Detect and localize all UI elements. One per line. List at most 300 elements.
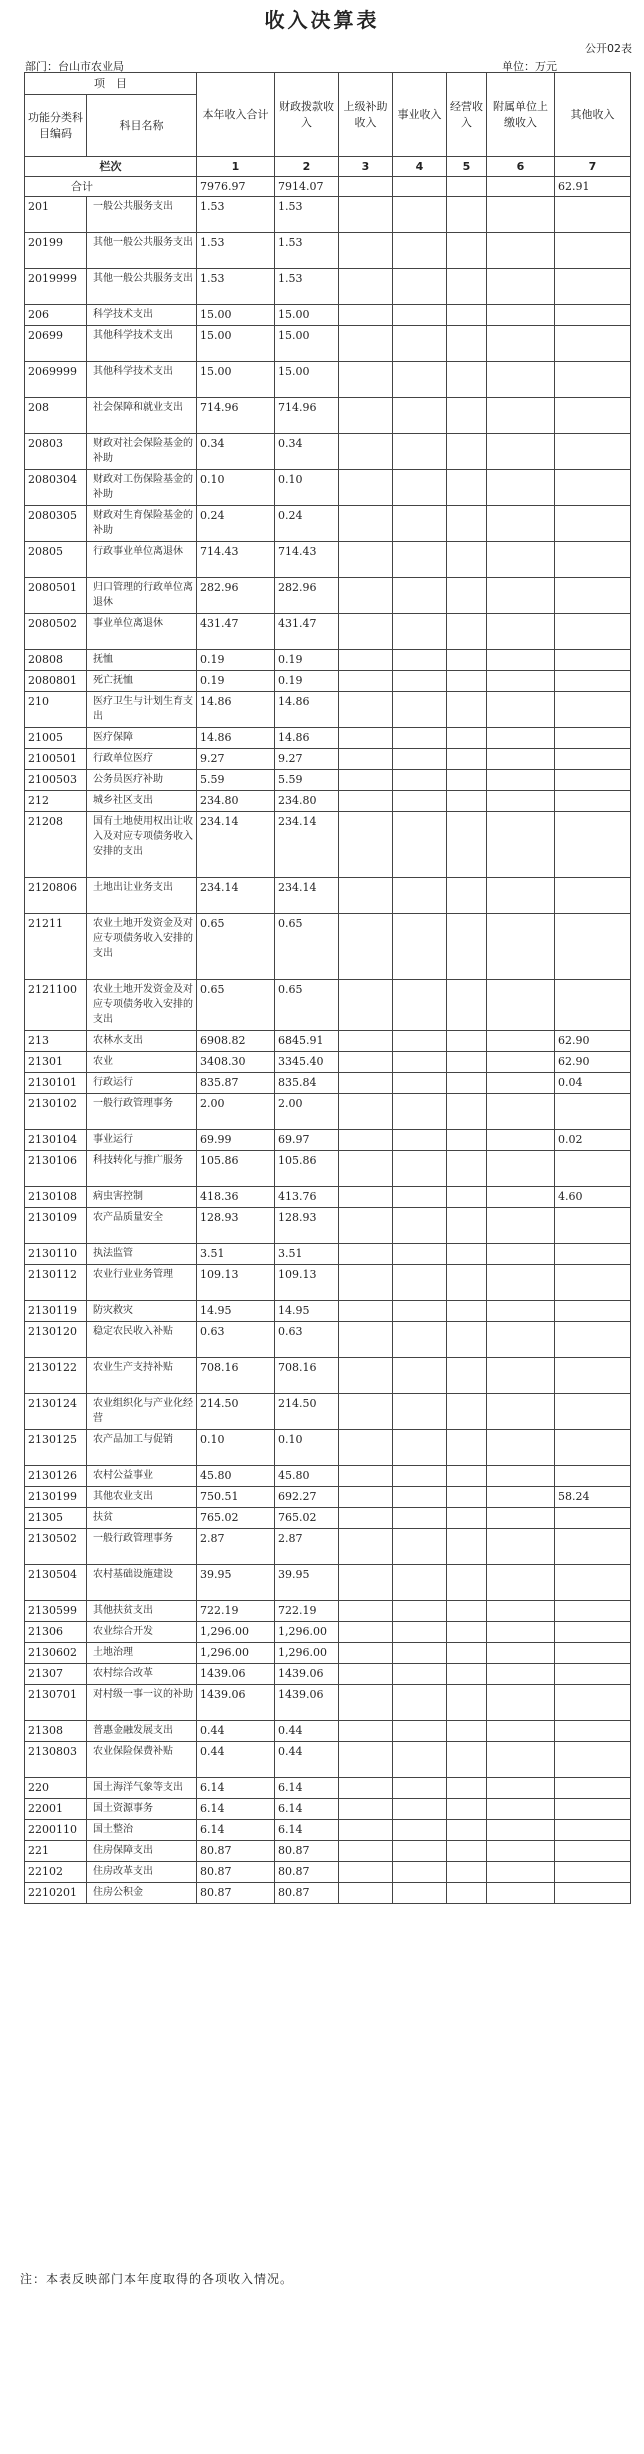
name-cell: 农村综合改革 <box>87 1664 197 1685</box>
name-cell: 其他农业支出 <box>87 1487 197 1508</box>
code-cell: 21305 <box>25 1508 87 1529</box>
empty-cell <box>487 1031 555 1052</box>
name-cell: 事业单位离退休 <box>87 614 197 650</box>
code-cell: 2130602 <box>25 1643 87 1664</box>
empty-cell <box>487 1664 555 1685</box>
table-row <box>25 362 631 398</box>
fiscal-allocation-cell: 835.84 <box>275 1073 339 1094</box>
empty-cell <box>339 1664 393 1685</box>
fiscal-allocation-cell: 14.95 <box>275 1301 339 1322</box>
empty-cell <box>487 1073 555 1094</box>
other-income-cell <box>555 269 631 305</box>
empty-cell <box>487 578 555 614</box>
empty-cell <box>447 1862 487 1883</box>
fiscal-allocation-cell: 708.16 <box>275 1358 339 1394</box>
empty-cell <box>447 749 487 770</box>
empty-cell <box>393 1841 447 1862</box>
empty-cell <box>487 197 555 233</box>
empty-cell <box>447 326 487 362</box>
other-income-cell <box>555 650 631 671</box>
empty-cell <box>339 326 393 362</box>
total-income-cell: 234.14 <box>197 812 275 878</box>
empty-cell <box>393 749 447 770</box>
empty-cell <box>447 1487 487 1508</box>
code-cell: 2130502 <box>25 1529 87 1565</box>
fiscal-allocation-cell: 6.14 <box>275 1778 339 1799</box>
empty-cell <box>339 1799 393 1820</box>
empty-cell <box>339 692 393 728</box>
empty-cell <box>447 1664 487 1685</box>
fiscal-allocation-cell: 692.27 <box>275 1487 339 1508</box>
empty-cell <box>487 506 555 542</box>
total-income-cell: 0.34 <box>197 434 275 470</box>
name-cell: 土地治理 <box>87 1643 197 1664</box>
fiscal-allocation-cell: 109.13 <box>275 1265 339 1301</box>
fiscal-allocation-cell: 234.80 <box>275 791 339 812</box>
other-income-cell <box>555 1529 631 1565</box>
empty-cell <box>487 269 555 305</box>
other-income-cell: 4.60 <box>555 1187 631 1208</box>
code-cell: 21208 <box>25 812 87 878</box>
empty-cell <box>393 914 447 980</box>
table-row <box>25 671 631 692</box>
empty-cell <box>447 1778 487 1799</box>
empty-cell <box>447 398 487 434</box>
empty-cell <box>393 812 447 878</box>
empty-cell <box>447 197 487 233</box>
empty-cell <box>487 1883 555 1904</box>
fiscal-allocation-cell: 6845.91 <box>275 1031 339 1052</box>
empty-cell <box>339 1508 393 1529</box>
fiscal-allocation-cell: 1,296.00 <box>275 1643 339 1664</box>
empty-cell <box>393 1862 447 1883</box>
empty-cell <box>393 1466 447 1487</box>
lanci-label: 栏次 <box>25 157 197 177</box>
other-income-cell <box>555 749 631 770</box>
empty-cell <box>339 671 393 692</box>
table-row <box>25 770 631 791</box>
empty-cell <box>339 1301 393 1322</box>
empty-cell <box>339 770 393 791</box>
empty-cell <box>447 1565 487 1601</box>
empty-cell <box>447 470 487 506</box>
code-cell: 221 <box>25 1841 87 1862</box>
table-row <box>25 1685 631 1721</box>
name-cell: 住房改革支出 <box>87 1862 197 1883</box>
other-income-cell <box>555 578 631 614</box>
total-income-cell: 0.24 <box>197 506 275 542</box>
total-income-cell: 0.65 <box>197 980 275 1031</box>
table-row <box>25 1244 631 1265</box>
table-row <box>25 1073 631 1094</box>
fiscal-allocation-cell: 45.80 <box>275 1466 339 1487</box>
empty-cell <box>393 1487 447 1508</box>
table-body <box>25 157 631 1904</box>
total-income-cell: 714.43 <box>197 542 275 578</box>
empty-cell <box>447 728 487 749</box>
total-income-cell: 14.86 <box>197 728 275 749</box>
empty-cell <box>447 1841 487 1862</box>
empty-cell <box>393 1622 447 1643</box>
department-label: 部门：台山市农业局 <box>25 60 124 73</box>
total-income-cell: 1439.06 <box>197 1664 275 1685</box>
empty-cell <box>339 1073 393 1094</box>
other-income-cell <box>555 1244 631 1265</box>
name-cell: 农业 <box>87 1052 197 1073</box>
name-cell: 财政对社会保险基金的补助 <box>87 434 197 470</box>
empty-cell <box>447 233 487 269</box>
total-income-cell: 105.86 <box>197 1151 275 1187</box>
code-cell: 21005 <box>25 728 87 749</box>
table-row <box>25 1643 631 1664</box>
empty-cell <box>487 542 555 578</box>
total-income-cell: 0.10 <box>197 1430 275 1466</box>
name-cell: 财政对工伤保险基金的补助 <box>87 470 197 506</box>
empty-cell <box>393 1094 447 1130</box>
name-cell: 国土资源事务 <box>87 1799 197 1820</box>
header-project: 项 目 <box>25 73 197 95</box>
table-row <box>25 1799 631 1820</box>
empty-cell <box>339 1862 393 1883</box>
other-income-cell <box>555 1208 631 1244</box>
total-income-cell: 0.44 <box>197 1742 275 1778</box>
total-income-cell: 1.53 <box>197 197 275 233</box>
table-row <box>25 1265 631 1301</box>
empty-cell <box>447 1466 487 1487</box>
empty-cell <box>487 1487 555 1508</box>
empty-cell <box>487 1820 555 1841</box>
table-row <box>25 749 631 770</box>
name-cell: 其他一般公共服务支出 <box>87 233 197 269</box>
empty-cell <box>487 470 555 506</box>
fiscal-allocation-cell: 3.51 <box>275 1244 339 1265</box>
table-row <box>25 650 631 671</box>
empty-cell <box>487 1130 555 1151</box>
total-income-cell: 69.99 <box>197 1130 275 1151</box>
code-cell: 2080501 <box>25 578 87 614</box>
empty-cell <box>339 1601 393 1622</box>
name-cell: 医疗卫生与计划生育支出 <box>87 692 197 728</box>
empty-cell <box>393 728 447 749</box>
name-cell: 稳定农民收入补贴 <box>87 1322 197 1358</box>
fiscal-allocation-cell: 1439.06 <box>275 1685 339 1721</box>
empty-cell <box>487 749 555 770</box>
empty-cell <box>339 1322 393 1358</box>
total-income-cell: 80.87 <box>197 1883 275 1904</box>
empty-cell <box>487 326 555 362</box>
table-row <box>25 1622 631 1643</box>
fiscal-allocation-cell: 14.86 <box>275 692 339 728</box>
total-income-cell: 765.02 <box>197 1508 275 1529</box>
code-cell: 2121100 <box>25 980 87 1031</box>
code-cell: 2130803 <box>25 1742 87 1778</box>
other-income-cell <box>555 1664 631 1685</box>
header-other-income: 其他收入 <box>555 73 631 157</box>
other-income-cell <box>555 1622 631 1643</box>
fiscal-allocation-cell: 765.02 <box>275 1508 339 1529</box>
name-cell: 其他科学技术支出 <box>87 362 197 398</box>
table-row <box>25 980 631 1031</box>
code-cell: 2080502 <box>25 614 87 650</box>
code-cell: 20805 <box>25 542 87 578</box>
empty-cell <box>447 692 487 728</box>
name-cell: 农村基础设施建设 <box>87 1565 197 1601</box>
empty-cell <box>339 305 393 326</box>
empty-cell <box>447 650 487 671</box>
name-cell: 防灾救灾 <box>87 1301 197 1322</box>
total-income-cell: 15.00 <box>197 326 275 362</box>
empty-cell <box>339 1622 393 1643</box>
fiscal-allocation-cell: 6.14 <box>275 1799 339 1820</box>
empty-cell <box>487 1187 555 1208</box>
table-row <box>25 233 631 269</box>
empty-cell <box>393 1322 447 1358</box>
total-income-cell: 0.10 <box>197 470 275 506</box>
empty-cell <box>447 177 487 197</box>
empty-cell <box>447 1529 487 1565</box>
empty-cell <box>339 1883 393 1904</box>
empty-cell <box>393 1643 447 1664</box>
table-row <box>25 326 631 362</box>
table-row <box>25 305 631 326</box>
empty-cell <box>339 1565 393 1601</box>
empty-cell <box>393 326 447 362</box>
empty-cell <box>393 791 447 812</box>
empty-cell <box>339 1358 393 1394</box>
table-row <box>25 1358 631 1394</box>
empty-cell <box>447 362 487 398</box>
table-row <box>25 197 631 233</box>
code-cell: 2080305 <box>25 506 87 542</box>
code-cell: 2130102 <box>25 1094 87 1130</box>
empty-cell <box>447 1187 487 1208</box>
other-income-cell <box>555 1265 631 1301</box>
table-row <box>25 1187 631 1208</box>
name-cell: 住房保障支出 <box>87 1841 197 1862</box>
empty-cell <box>487 671 555 692</box>
empty-cell <box>447 269 487 305</box>
name-cell: 普惠金融发展支出 <box>87 1721 197 1742</box>
empty-cell <box>447 542 487 578</box>
other-income-cell: 58.24 <box>555 1487 631 1508</box>
header-total-income: 本年收入合计 <box>197 73 275 157</box>
table-row <box>25 1487 631 1508</box>
table-row <box>25 1466 631 1487</box>
empty-cell <box>339 728 393 749</box>
empty-cell <box>339 1778 393 1799</box>
empty-cell <box>487 1721 555 1742</box>
empty-cell <box>447 1643 487 1664</box>
name-cell: 行政事业单位离退休 <box>87 542 197 578</box>
fiscal-allocation-cell: 0.34 <box>275 434 339 470</box>
fiscal-allocation-cell: 234.14 <box>275 812 339 878</box>
name-cell: 国土整治 <box>87 1820 197 1841</box>
code-cell: 22102 <box>25 1862 87 1883</box>
lanci-col: 4 <box>393 157 447 177</box>
empty-cell <box>393 1565 447 1601</box>
total-income-cell: 431.47 <box>197 614 275 650</box>
lanci-row <box>25 157 631 177</box>
fiscal-allocation-cell: 14.86 <box>275 728 339 749</box>
code-cell: 2080304 <box>25 470 87 506</box>
empty-cell <box>393 1799 447 1820</box>
fiscal-allocation-cell: 234.14 <box>275 878 339 914</box>
name-cell: 住房公积金 <box>87 1883 197 1904</box>
total-income-cell: 1,296.00 <box>197 1643 275 1664</box>
empty-cell <box>487 791 555 812</box>
table-row <box>25 434 631 470</box>
lanci-col: 6 <box>487 157 555 177</box>
name-cell: 社会保障和就业支出 <box>87 398 197 434</box>
total-other-cell: 62.91 <box>555 177 631 197</box>
code-cell: 2130124 <box>25 1394 87 1430</box>
fiscal-allocation-cell: 5.59 <box>275 770 339 791</box>
table-row <box>25 1130 631 1151</box>
total-income-cell: 708.16 <box>197 1358 275 1394</box>
name-cell: 农业保险保费补贴 <box>87 1742 197 1778</box>
total-income-cell: 109.13 <box>197 1265 275 1301</box>
empty-cell <box>393 1601 447 1622</box>
empty-cell <box>393 506 447 542</box>
other-income-cell <box>555 1508 631 1529</box>
table-row <box>25 1664 631 1685</box>
empty-cell <box>487 1394 555 1430</box>
empty-cell <box>487 692 555 728</box>
empty-cell <box>393 1394 447 1430</box>
name-cell: 国土海洋气象等支出 <box>87 1778 197 1799</box>
fiscal-allocation-cell: 80.87 <box>275 1883 339 1904</box>
empty-cell <box>339 878 393 914</box>
table-row <box>25 692 631 728</box>
code-cell: 21307 <box>25 1664 87 1685</box>
empty-cell <box>487 1841 555 1862</box>
table-row <box>25 1721 631 1742</box>
code-cell: 2130701 <box>25 1685 87 1721</box>
name-cell: 科学技术支出 <box>87 305 197 326</box>
empty-cell <box>447 305 487 326</box>
empty-cell <box>339 1244 393 1265</box>
fiscal-allocation-cell: 214.50 <box>275 1394 339 1430</box>
name-cell: 扶贫 <box>87 1508 197 1529</box>
name-cell: 财政对生育保险基金的补助 <box>87 506 197 542</box>
empty-cell <box>393 878 447 914</box>
other-income-cell <box>555 1301 631 1322</box>
other-income-cell: 0.04 <box>555 1073 631 1094</box>
empty-cell <box>447 1742 487 1778</box>
form-number: 公开02表 <box>585 42 632 55</box>
empty-cell <box>447 1622 487 1643</box>
name-cell: 其他一般公共服务支出 <box>87 269 197 305</box>
total-income-cell: 214.50 <box>197 1394 275 1430</box>
total-income-cell: 39.95 <box>197 1565 275 1601</box>
empty-cell <box>447 1508 487 1529</box>
total-income-cell: 1439.06 <box>197 1685 275 1721</box>
name-cell: 农业组织化与产业化经营 <box>87 1394 197 1430</box>
empty-cell <box>447 1685 487 1721</box>
empty-cell <box>487 362 555 398</box>
fiscal-allocation-cell: 0.10 <box>275 1430 339 1466</box>
code-cell: 21306 <box>25 1622 87 1643</box>
total-income-cell: 1,296.00 <box>197 1622 275 1643</box>
code-cell: 20808 <box>25 650 87 671</box>
code-cell: 2100501 <box>25 749 87 770</box>
fiscal-allocation-cell: 431.47 <box>275 614 339 650</box>
name-cell: 其他科学技术支出 <box>87 326 197 362</box>
table-row <box>25 1529 631 1565</box>
other-income-cell <box>555 1151 631 1187</box>
header-affiliate-income: 附属单位上缴收入 <box>487 73 555 157</box>
fiscal-allocation-cell: 0.44 <box>275 1721 339 1742</box>
lanci-col: 3 <box>339 157 393 177</box>
empty-cell <box>393 578 447 614</box>
empty-cell <box>487 305 555 326</box>
code-cell: 2130122 <box>25 1358 87 1394</box>
empty-cell <box>393 1073 447 1094</box>
total-income-cell: 714.96 <box>197 398 275 434</box>
empty-cell <box>339 197 393 233</box>
empty-cell <box>487 614 555 650</box>
other-income-cell <box>555 980 631 1031</box>
fiscal-allocation-cell: 105.86 <box>275 1151 339 1187</box>
empty-cell <box>339 1487 393 1508</box>
table-row <box>25 1031 631 1052</box>
fiscal-allocation-cell: 128.93 <box>275 1208 339 1244</box>
empty-cell <box>339 1052 393 1073</box>
total-income-cell: 80.87 <box>197 1841 275 1862</box>
header-fiscal-allocation: 财政拨款收入 <box>275 73 339 157</box>
other-income-cell <box>555 692 631 728</box>
table-row <box>25 269 631 305</box>
empty-cell <box>487 1430 555 1466</box>
empty-cell <box>447 1265 487 1301</box>
table-row <box>25 1151 631 1187</box>
total-income-cell: 6.14 <box>197 1778 275 1799</box>
fiscal-allocation-cell: 714.96 <box>275 398 339 434</box>
empty-cell <box>339 1208 393 1244</box>
fiscal-allocation-cell: 282.96 <box>275 578 339 614</box>
empty-cell <box>487 1565 555 1601</box>
empty-cell <box>447 1151 487 1187</box>
total-fiscal-cell: 7914.07 <box>275 177 339 197</box>
other-income-cell <box>555 1322 631 1358</box>
fiscal-allocation-cell: 80.87 <box>275 1862 339 1883</box>
code-cell: 2130109 <box>25 1208 87 1244</box>
empty-cell <box>447 1601 487 1622</box>
fiscal-allocation-cell: 0.65 <box>275 914 339 980</box>
code-cell: 2130504 <box>25 1565 87 1601</box>
other-income-cell <box>555 1721 631 1742</box>
total-income-cell: 418.36 <box>197 1187 275 1208</box>
empty-cell <box>339 542 393 578</box>
total-income-cell: 835.87 <box>197 1073 275 1094</box>
fiscal-allocation-cell: 6.14 <box>275 1820 339 1841</box>
table-row <box>25 614 631 650</box>
empty-cell <box>447 1799 487 1820</box>
empty-cell <box>447 1244 487 1265</box>
fiscal-allocation-cell: 2.00 <box>275 1094 339 1130</box>
name-cell: 行政单位医疗 <box>87 749 197 770</box>
empty-cell <box>447 1430 487 1466</box>
fiscal-allocation-cell: 3345.40 <box>275 1052 339 1073</box>
name-cell: 科技转化与推广服务 <box>87 1151 197 1187</box>
fiscal-allocation-cell: 0.19 <box>275 671 339 692</box>
fiscal-allocation-cell: 714.43 <box>275 542 339 578</box>
table-row <box>25 1508 631 1529</box>
total-income-cell: 2.00 <box>197 1094 275 1130</box>
code-cell: 2100503 <box>25 770 87 791</box>
total-income-cell: 80.87 <box>197 1862 275 1883</box>
fiscal-allocation-cell: 15.00 <box>275 326 339 362</box>
